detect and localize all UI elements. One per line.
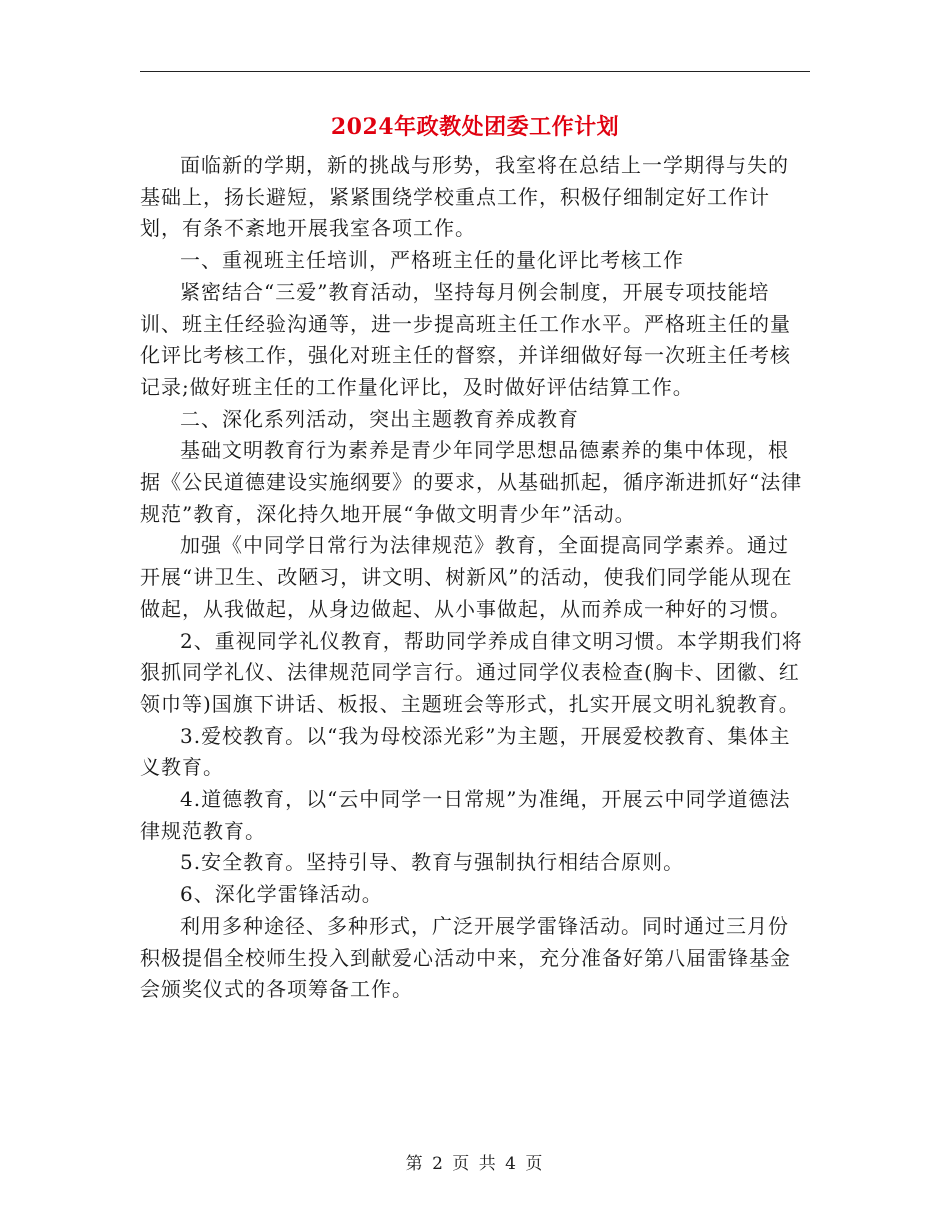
paragraph-safety: 5.安全教育。坚持引导、教育与强制执行相结合原则。 [180, 850, 685, 875]
paragraph-section-1: 紧密结合“三爱”教育活动，坚持每月例会制度，开展专项技能培训、班主任经验沟通等，进一步提高班主任工作水平。严格班主任的量化评比考核工作，强化对班主任的督察，并详细做好每一次班主任考核记录;做好班主任的工作量化评比，及时做好评估结算工作。 [140, 279, 791, 399]
document-body [140, 150, 805, 1006]
paragraph-intro: 面临新的学期，新的挑战与形势，我室将在总结上一学期得与失的基础上，扬长避短，紧紧围绕学校重点工作，积极仔细制定好工作计划，有条不紊地开展我室各项工作。 [140, 153, 789, 241]
paragraph-code-of-conduct: 加强《中同学日常行为法律规范》教育，全面提高同学素养。通过开展“讲卫生、改陋习，讲文明、树新风”的活动，使我们同学能从现在做起，从我做起，从身边做起、从小事做起，从而养成一种好的习惯。 [140, 533, 793, 621]
header-rule [140, 71, 810, 72]
paragraph-etiquette: 2、重视同学礼仪教育，帮助同学养成自律文明习惯。本学期我们将狠抓同学礼仪、法律规范同学言行。通过同学仪表检查(胸卡、团徽、红领巾等)国旗下讲话、板报、主题班会等形式，扎实开展文明礼貌教育。 [140, 628, 803, 716]
heading-section-1: 一、重视班主任培训，严格班主任的量化评比考核工作 [180, 248, 684, 273]
paragraph-lei-feng: 利用多种途径、多种形式，广泛开展学雷锋活动。同时通过三月份积极提倡全校师生投入到献爱心活动中来，充分准备好第八届雷锋基金会颁奖仪式的各项筹备工作。 [140, 913, 791, 1002]
paragraph-school-love: 3.爱校教育。以“我为母校添光彩”为主题，开展爱校教育、集体主义教育。 [140, 723, 791, 780]
page-number: 第 2 页 共 4 页 [405, 1154, 545, 1174]
paragraph-basic-civility: 基础文明教育行为素养是青少年同学思想品德素养的集中体现，根据《公民道德建设实施纲要》的要求，从基础抓起，循序渐进抓好“法律规范”教育，深化持久地开展“争做文明青少年”活动。 [140, 438, 803, 526]
document-title: 2024年政教处团委工作计划 [330, 114, 620, 140]
heading-section-2: 二、深化系列活动，突出主题教育养成教育 [180, 406, 579, 431]
paragraph-lei-feng-heading: 6、深化学雷锋活动。 [180, 882, 383, 907]
paragraph-moral: 4.道德教育，以“云中同学一日常规”为准绳，开展云中同学道德法律规范教育。 [140, 787, 791, 843]
